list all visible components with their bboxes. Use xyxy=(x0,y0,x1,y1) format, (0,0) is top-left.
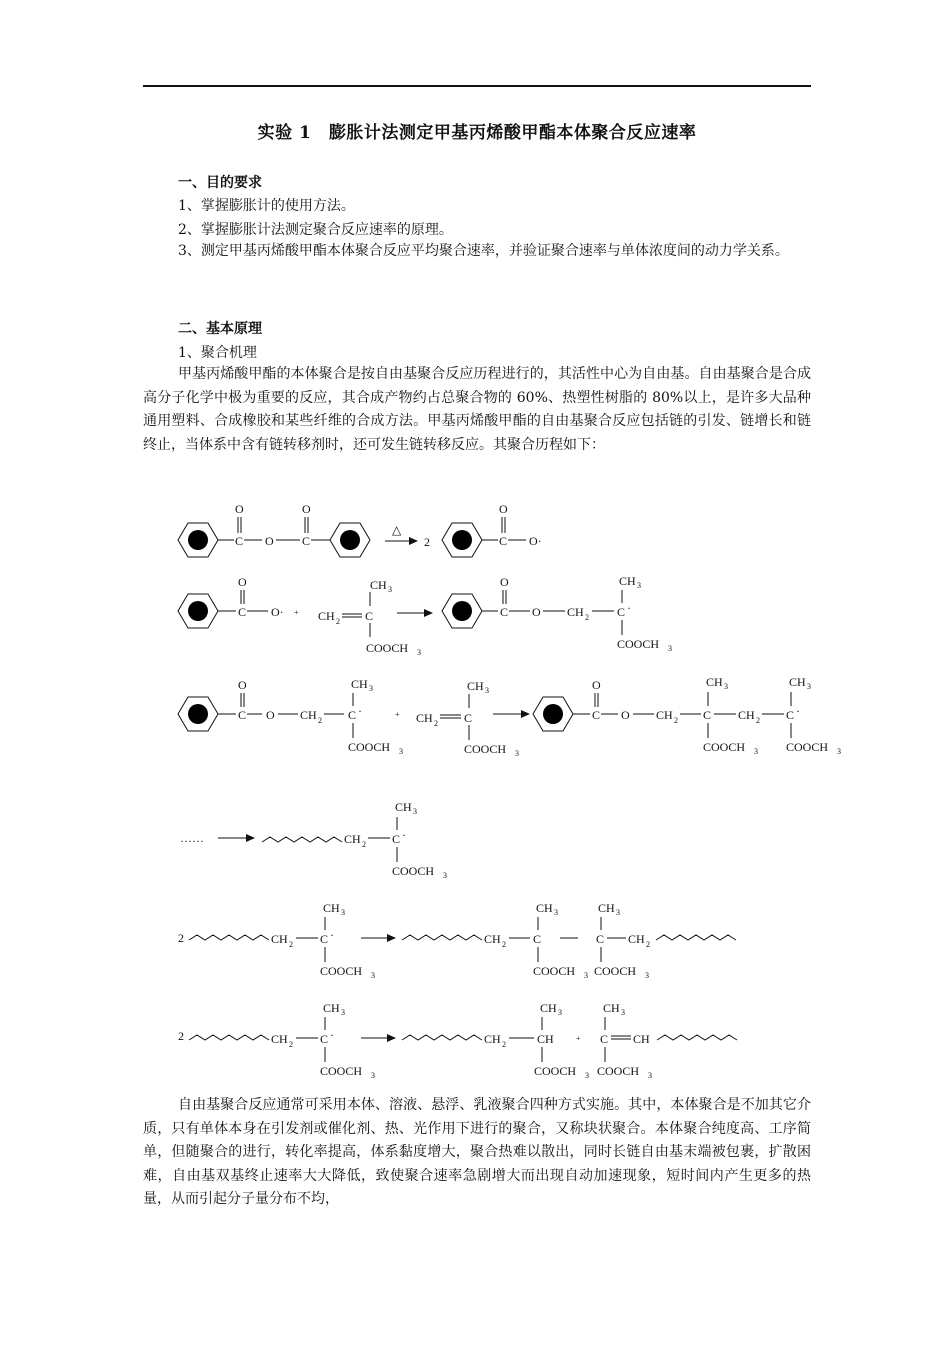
svg-text:COOCH: COOCH xyxy=(348,740,391,754)
svg-text:COOCH: COOCH xyxy=(320,1064,363,1078)
svg-text:CH: CH xyxy=(467,679,484,693)
svg-text:C: C xyxy=(464,711,473,725)
svg-text:3: 3 xyxy=(341,908,345,917)
svg-text:CH: CH xyxy=(395,800,412,814)
atom-label: C xyxy=(238,605,247,619)
svg-text:C: C xyxy=(320,1032,329,1046)
svg-text:3: 3 xyxy=(585,1071,589,1080)
atom-label: C xyxy=(235,534,244,548)
svg-text:3: 3 xyxy=(668,644,672,653)
svg-text:O: O xyxy=(500,575,509,589)
svg-text:3: 3 xyxy=(515,749,519,758)
svg-text:C: C xyxy=(596,932,605,946)
heat-symbol: △ xyxy=(392,523,402,537)
svg-text:2: 2 xyxy=(674,716,678,725)
svg-text:COOCH: COOCH xyxy=(320,964,363,978)
ellipsis: …… xyxy=(180,831,204,845)
reaction-arrow xyxy=(521,710,530,718)
svg-text:2: 2 xyxy=(502,940,506,949)
section-heading-objectives: 一、目的要求 xyxy=(178,175,262,191)
atom-label: O· xyxy=(529,534,542,548)
atom-label: C xyxy=(302,534,311,548)
svg-text:CH: CH xyxy=(271,932,288,946)
atom-label: O xyxy=(265,534,274,548)
svg-text:C: C xyxy=(348,708,357,722)
benzene-ring xyxy=(533,697,573,731)
atom-label: O xyxy=(302,502,311,516)
svg-text:CH: CH xyxy=(789,675,806,689)
svg-text:3: 3 xyxy=(584,971,588,980)
svg-text:CH: CH xyxy=(628,932,645,946)
svg-text:CH: CH xyxy=(271,1032,288,1046)
svg-text:COOCH: COOCH xyxy=(594,964,637,978)
svg-text:C: C xyxy=(617,605,626,619)
atom-label: CH xyxy=(318,609,335,623)
plus-sign: + xyxy=(576,1034,581,1043)
svg-text:3: 3 xyxy=(754,747,758,756)
svg-text:C: C xyxy=(500,605,509,619)
svg-text:3: 3 xyxy=(399,747,403,756)
svg-text:COOCH: COOCH xyxy=(533,964,576,978)
svg-text:COOCH: COOCH xyxy=(703,740,746,754)
svg-text:CH: CH xyxy=(536,901,553,915)
bulk-polymerization-paragraph: 自由基聚合反应通常可采用本体、溶液、悬浮、乳液聚合四种方式实施。其中，本体聚合是不加其它介质，只有单体本身在引发剂或催化剂、热、光作用下进行的聚合，又称块状聚合。本体聚合纯度高、工序简单，但随聚合的进行，转化率提高，体系黏度增大，聚合热难以散出，同时长链自由基末端被包裹，扩散困难，自由基双基终止速率大大降低，致使聚合速率急剧增大而出现自动加速现象，短时间内产生更多的热量，从而引起分子量分布不均， xyxy=(143,1097,811,1207)
plus-sign: + xyxy=(294,608,299,617)
svg-text:CH: CH xyxy=(619,574,636,588)
svg-text:CH: CH xyxy=(603,1001,620,1015)
objective-item: 3、测定甲基丙烯酸甲酯本体聚合反应平均聚合速率，并验证聚合速率与单体浓度间的动力学关系。 xyxy=(178,243,789,259)
svg-text:C: C xyxy=(600,1032,609,1046)
atom-label: C xyxy=(365,609,374,623)
reaction-arrow xyxy=(387,1034,396,1042)
svg-text:C: C xyxy=(703,708,712,722)
svg-text:CH: CH xyxy=(706,675,723,689)
svg-text:3: 3 xyxy=(485,686,489,695)
coefficient: 2 xyxy=(424,535,430,549)
svg-text:COOCH: COOCH xyxy=(617,637,660,651)
svg-text:2: 2 xyxy=(318,716,322,725)
atom-label: O xyxy=(235,502,244,516)
svg-text:CH: CH xyxy=(323,1001,340,1015)
svg-text:2: 2 xyxy=(336,617,340,626)
svg-text:2: 2 xyxy=(178,1029,184,1043)
svg-text:2: 2 xyxy=(289,1040,293,1049)
svg-text:·: · xyxy=(330,928,334,942)
svg-text:2: 2 xyxy=(289,940,293,949)
polymer-chain xyxy=(262,837,342,842)
svg-text:O: O xyxy=(621,708,630,722)
objective-item: 1、掌握膨胀计的使用方法。 xyxy=(178,198,355,214)
polymer-chain xyxy=(402,935,482,940)
polymer-chain xyxy=(189,935,269,940)
svg-text:C: C xyxy=(320,932,329,946)
reaction-arrow xyxy=(424,609,433,617)
polymer-chain xyxy=(189,1035,269,1040)
svg-text:·: · xyxy=(330,1028,334,1042)
svg-text:3: 3 xyxy=(443,871,447,880)
svg-text:O: O xyxy=(592,678,601,692)
svg-text:3: 3 xyxy=(621,1008,625,1017)
svg-text:CH: CH xyxy=(540,1001,557,1015)
benzene-ring xyxy=(442,523,482,557)
svg-text:3: 3 xyxy=(807,682,811,691)
reaction-arrow xyxy=(409,537,418,545)
svg-text:COOCH: COOCH xyxy=(534,1064,577,1078)
svg-text:·: · xyxy=(358,704,362,718)
svg-text:3: 3 xyxy=(341,1008,345,1017)
reaction-arrow xyxy=(246,834,255,842)
svg-text:2: 2 xyxy=(178,931,184,945)
svg-text:C: C xyxy=(592,708,601,722)
svg-text:C: C xyxy=(238,708,247,722)
svg-text:O: O xyxy=(532,605,541,619)
svg-text:3: 3 xyxy=(371,1071,375,1080)
polymer-chain xyxy=(402,1035,482,1040)
svg-text:3: 3 xyxy=(388,585,392,594)
svg-text:CH: CH xyxy=(416,711,433,725)
mechanism-paragraph: 甲基丙烯酸甲酯的本体聚合是按自由基聚合反应历程进行的，其活性中心为自由基。自由基聚合是合成高分子化学中极为重要的反应，其合成产物约占总聚合物的 60%、热塑性树脂的 80%以上，是许多大品种通用塑料、合成橡胶和某些纤维的合成方法。甲基丙烯酸甲酯的自由基聚合反应包括链的引发、链增长和链终止，当体系中含有链转移剂时，还可发生链转移反应。其聚合历程如下： xyxy=(143,366,811,453)
benzene-ring xyxy=(330,523,370,557)
benzene-ring xyxy=(178,697,218,731)
section-heading-principle: 二、基本原理 xyxy=(178,321,262,337)
svg-text:3: 3 xyxy=(371,971,375,980)
benzene-ring xyxy=(178,594,218,628)
svg-text:CH: CH xyxy=(344,832,361,846)
svg-text:CH: CH xyxy=(300,708,317,722)
svg-text:CH: CH xyxy=(633,1032,650,1046)
svg-text:C: C xyxy=(392,832,401,846)
polymer-chain xyxy=(656,935,736,940)
svg-text:3: 3 xyxy=(637,581,641,590)
svg-text:3: 3 xyxy=(558,1008,562,1017)
svg-text:3: 3 xyxy=(645,971,649,980)
svg-text:·: · xyxy=(627,601,631,615)
svg-text:O: O xyxy=(238,678,247,692)
svg-text:CH: CH xyxy=(351,677,368,691)
svg-text:3: 3 xyxy=(554,908,558,917)
svg-text:2: 2 xyxy=(502,1040,506,1049)
atom-label: O· xyxy=(271,605,284,619)
svg-text:CH: CH xyxy=(598,901,615,915)
plus-sign: + xyxy=(395,710,400,719)
svg-text:C: C xyxy=(533,932,542,946)
svg-text:3: 3 xyxy=(417,648,421,657)
svg-text:COOCH: COOCH xyxy=(366,641,409,655)
svg-text:COOCH: COOCH xyxy=(464,742,507,756)
svg-text:2: 2 xyxy=(756,716,760,725)
atom-label: O xyxy=(499,502,508,516)
svg-text:C: C xyxy=(786,708,795,722)
reaction-arrow xyxy=(387,934,396,942)
svg-text:CH: CH xyxy=(537,1032,554,1046)
svg-text:CH: CH xyxy=(323,901,340,915)
svg-text:CH: CH xyxy=(484,932,501,946)
svg-text:·: · xyxy=(796,704,800,718)
svg-text:CH: CH xyxy=(484,1032,501,1046)
svg-text:O: O xyxy=(266,708,275,722)
svg-text:3: 3 xyxy=(369,684,373,693)
svg-text:CH: CH xyxy=(370,578,387,592)
svg-text:CH: CH xyxy=(738,708,755,722)
svg-text:CH: CH xyxy=(656,708,673,722)
svg-text:2: 2 xyxy=(362,840,366,849)
svg-text:COOCH: COOCH xyxy=(597,1064,640,1078)
svg-text:3: 3 xyxy=(616,908,620,917)
atom-label: C xyxy=(499,534,508,548)
svg-text:2: 2 xyxy=(646,940,650,949)
svg-text:2: 2 xyxy=(434,719,438,728)
svg-text:3: 3 xyxy=(413,807,417,816)
page-title: 实验 1 膨胀计法测定甲基丙烯酸甲酯本体聚合反应速率 xyxy=(257,123,697,143)
svg-text:COOCH: COOCH xyxy=(786,740,829,754)
subsection-heading-mechanism: 1、聚合机理 xyxy=(178,345,257,361)
svg-text:COOCH: COOCH xyxy=(392,864,435,878)
benzene-ring xyxy=(178,523,218,557)
svg-text:3: 3 xyxy=(648,1071,652,1080)
svg-text:CH: CH xyxy=(567,605,584,619)
atom-label: O xyxy=(238,575,247,589)
svg-text:2: 2 xyxy=(585,613,589,622)
objective-item: 2、掌握膨胀计法测定聚合反应速率的原理。 xyxy=(178,222,453,238)
svg-text:3: 3 xyxy=(724,682,728,691)
benzene-ring xyxy=(442,594,482,628)
svg-text:3: 3 xyxy=(837,747,841,756)
polymer-chain xyxy=(657,1035,737,1040)
svg-text:·: · xyxy=(402,828,406,842)
